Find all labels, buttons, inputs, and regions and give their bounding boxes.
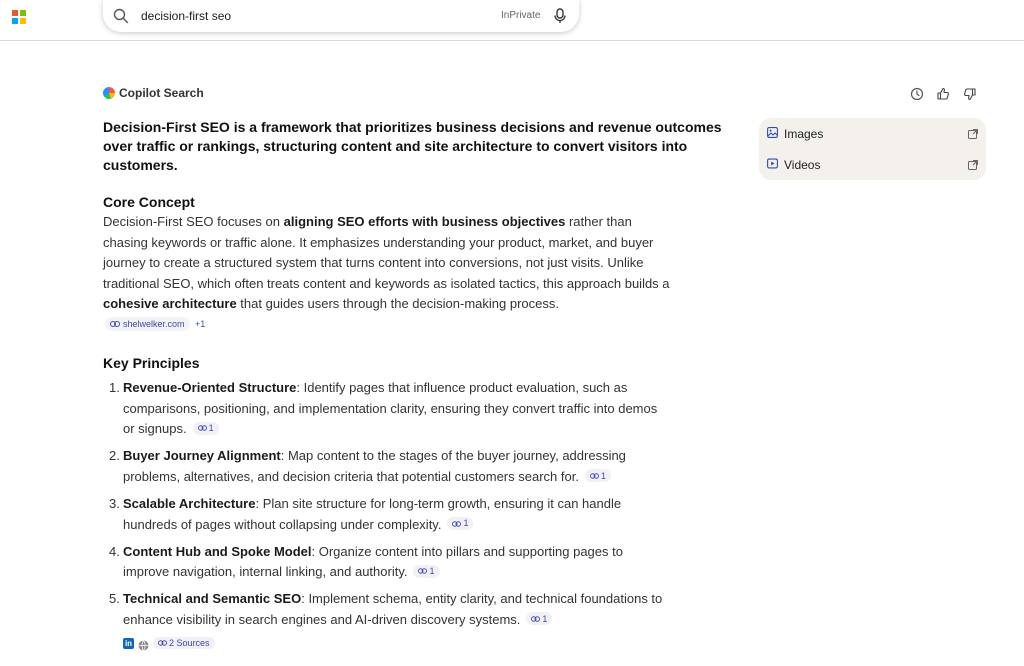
sources-button[interactable] xyxy=(153,637,215,649)
open-external-icon[interactable] xyxy=(968,159,978,173)
answer-summary: Decision-First SEO is a framework that prioritizes business decisions and revenue outcomes over traffic or rankings, structuring content and site architecture to convert visitors into customers. xyxy=(103,119,722,173)
citation-domain: shelwelker.com xyxy=(123,319,185,329)
list-item xyxy=(103,542,663,583)
copilot-search-brand xyxy=(103,86,204,100)
principle-title: Scalable Architecture xyxy=(123,495,256,511)
link-icon xyxy=(198,425,207,431)
linkedin-icon: in xyxy=(124,638,133,648)
list-number: 3. xyxy=(109,495,120,511)
citation-chip[interactable] xyxy=(193,422,219,435)
list-item xyxy=(103,494,663,535)
citation-count: 1 xyxy=(542,613,548,624)
images-label: Images xyxy=(784,126,824,141)
principles-list xyxy=(103,378,663,637)
list-number: 5. xyxy=(109,591,120,607)
citation-chip[interactable] xyxy=(105,317,190,331)
citation-chip[interactable] xyxy=(526,612,552,625)
videos-link[interactable] xyxy=(759,149,986,180)
link-icon xyxy=(531,616,540,622)
core-concept-heading: Core Concept xyxy=(103,194,195,210)
paragraph-bold: cohesive architecture xyxy=(103,296,237,312)
citation-chip[interactable] xyxy=(447,517,473,530)
principle-title: Revenue-Oriented Structure xyxy=(123,380,297,395)
brand-name: Copilot Search xyxy=(119,86,204,100)
paragraph-bold: aligning SEO efforts with business objectives xyxy=(283,214,566,229)
image-icon xyxy=(767,127,778,141)
search-box[interactable] xyxy=(103,0,579,32)
link-icon xyxy=(110,319,120,329)
link-icon xyxy=(418,568,427,574)
sources-label: 2 Sources xyxy=(169,638,210,648)
citation-chip[interactable] xyxy=(585,469,611,482)
microsoft-logo-icon[interactable] xyxy=(12,10,26,24)
video-icon xyxy=(767,158,778,172)
thumbs-up-icon[interactable] xyxy=(936,87,950,106)
link-icon xyxy=(158,640,167,646)
list-number: 2. xyxy=(109,448,120,464)
citation-more[interactable]: +1 xyxy=(195,319,206,329)
principle-text: : Organize content into pillars and supporting pages to improve navigation, internal linking, and authority. xyxy=(123,543,623,580)
principle-title: Content Hub and Spoke Model xyxy=(123,543,312,559)
videos-label: Videos xyxy=(784,157,821,172)
history-icon[interactable] xyxy=(910,87,924,106)
citation-count: 1 xyxy=(600,470,606,481)
citation-count: 1 xyxy=(208,422,214,433)
list-number: 1. xyxy=(109,380,120,395)
principle-text: : Identify pages that influence product evaluation, such as comparisons, positioning, and implementation clarity, ensuring they convert traffic into demos or signups. xyxy=(123,380,658,437)
citation-count: 1 xyxy=(463,518,469,529)
core-concept-paragraph xyxy=(103,212,673,315)
microphone-icon[interactable] xyxy=(553,8,567,29)
link-icon xyxy=(590,473,599,479)
citation-chip[interactable] xyxy=(413,565,439,578)
search-icon[interactable] xyxy=(113,8,129,29)
citation-count: 1 xyxy=(429,565,435,576)
copilot-logo-icon xyxy=(103,87,115,99)
key-principles-heading: Key Principles xyxy=(103,355,200,371)
link-icon xyxy=(452,521,461,527)
principle-title: Buyer Journey Alignment xyxy=(123,448,281,464)
list-item xyxy=(103,378,663,440)
top-bar xyxy=(0,0,1024,41)
list-number: 4. xyxy=(109,543,120,559)
list-item xyxy=(103,446,663,487)
globe-icon xyxy=(138,638,149,649)
paragraph-text: rather than chasing keywords or traffic alone. It emphasizes understanding your product, market, and buyer journey to create a structured system that turns content into conversions, not just visits. Unlike traditional SEO, which often treats content and keywords as isolated tactics, this approach builds a xyxy=(103,214,670,291)
principle-text: : Implement schema, entity clarity, and technical foundations to enhance visibility in search engines and AI-driven discovery systems. xyxy=(123,591,663,627)
open-external-icon[interactable] xyxy=(968,128,978,142)
media-panel xyxy=(759,118,986,180)
thumbs-down-icon[interactable] xyxy=(963,87,977,106)
paragraph-text: that guides users through the decision-making process. xyxy=(236,296,559,312)
search-input[interactable]: decision-first seo xyxy=(141,9,232,23)
principle-text: : Plan site structure for long-term growth, ensuring it can handle hundreds of pages without collapsing under complexity. xyxy=(123,495,622,532)
principle-text: : Map content to the stages of the buyer journey, addressing problems, alternatives, and decision criteria that potential customers search for. xyxy=(123,448,626,484)
inprivate-badge: InPrivate xyxy=(501,10,541,21)
list-item xyxy=(103,589,663,630)
sources-row[interactable] xyxy=(123,637,215,649)
images-link[interactable] xyxy=(759,118,986,149)
principle-title: Technical and Semantic SEO xyxy=(123,591,302,607)
paragraph-text: Decision-First SEO focuses on xyxy=(103,214,284,229)
